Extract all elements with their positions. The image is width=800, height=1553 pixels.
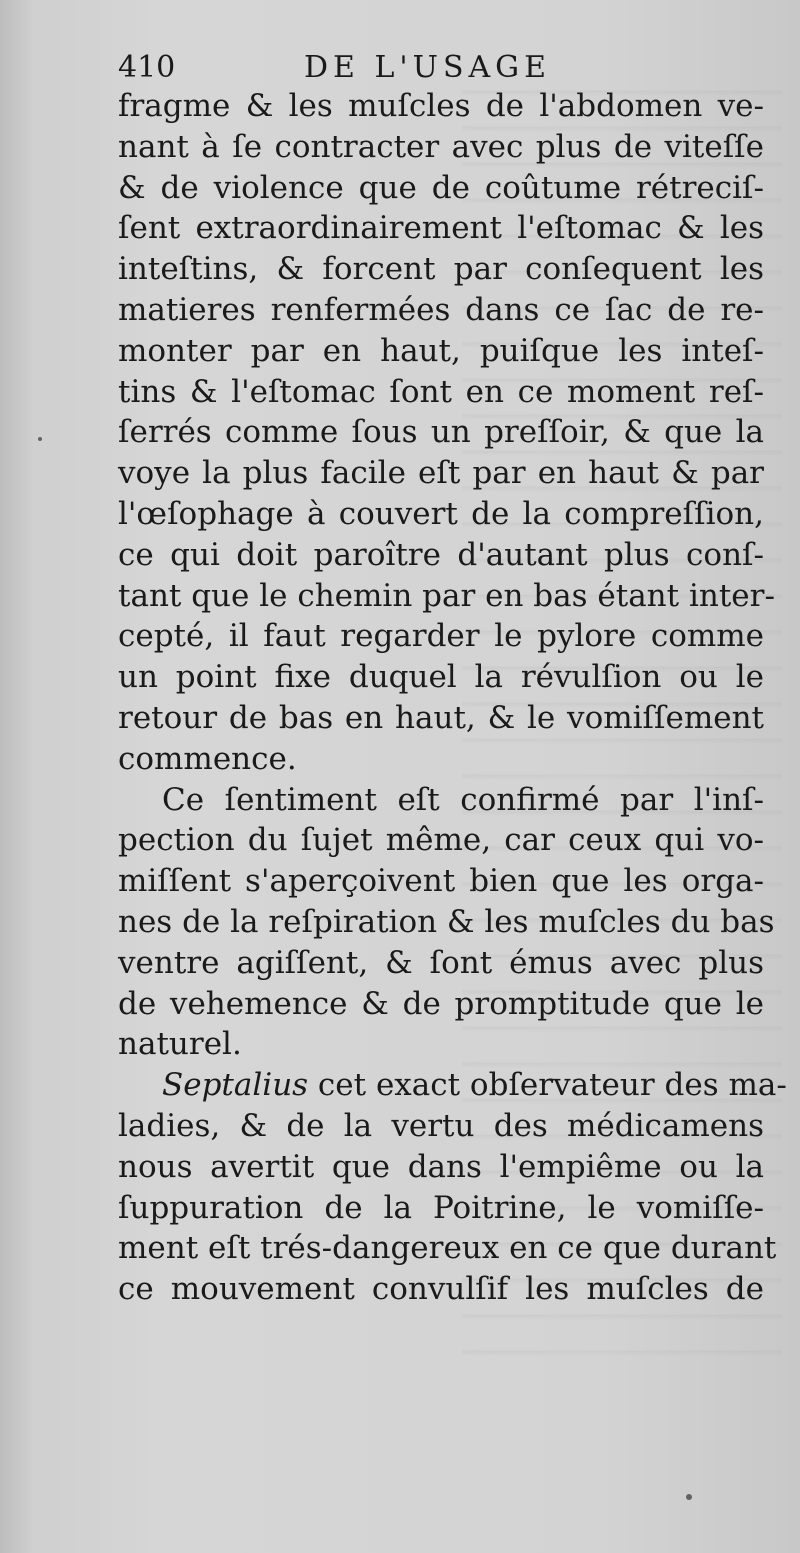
text-line: commence.	[118, 740, 297, 777]
italic-name: Septalius	[162, 1067, 309, 1104]
text-line: nant à ſe contracter avec plus de viteſſe	[118, 128, 764, 165]
text-line: ladies, & de la vertu des médicamens	[118, 1107, 764, 1144]
ink-speck	[686, 1494, 692, 1500]
text-line: ſent extraordinairement l'eſtomac & les	[118, 210, 764, 247]
text-line: un point fixe duquel la révulſion ou le	[118, 659, 764, 696]
text-line: ventre agiſſent, & ſont émus avec plus	[118, 944, 764, 981]
text-line: ce mouvement convulſif les muſcles de	[118, 1271, 764, 1308]
text-fragment: cet exact obſervateur des ma-	[308, 1067, 787, 1104]
text-line: de vehemence & de promptitude que le	[118, 985, 764, 1022]
text-line: tins & l'eſtomac ſont en ce moment reſ-	[118, 373, 764, 410]
text-line: fragme & les muſcles de l'abdomen ve-	[118, 88, 764, 124]
page-number: 410	[118, 50, 176, 85]
text-line: naturel.	[118, 1026, 242, 1063]
text-line: ſerrés comme ſous un preſſoir, & que la	[118, 414, 764, 451]
ink-speck	[38, 437, 42, 441]
text-line: & de violence que de coûtume rétreciſ-	[118, 169, 764, 206]
text-line: ce qui doit paroître d'autant plus conſ-	[118, 536, 764, 573]
text-line: Ce ſentiment eſt confirmé par l'inſ-	[162, 781, 764, 818]
text-line	[118, 1065, 787, 1106]
body-text	[118, 86, 787, 1310]
running-head: DE L'USAGE	[304, 50, 552, 85]
text-line: nous avertit que dans l'empiême ou la	[118, 1148, 764, 1185]
text-line: tant que le chemin par en bas étant inter-	[118, 577, 775, 614]
text-line: matieres renfermées dans ce ſac de re-	[118, 291, 764, 328]
text-line: cepté, il faut regarder le pylore comme	[118, 618, 764, 655]
text-line: pection du ſujet même, car ceux qui vo-	[118, 822, 764, 859]
text-line: inteſtins, & forcent par conſequent les	[118, 251, 764, 288]
text-line: l'œſophage à couvert de la compreſſion,	[118, 495, 764, 532]
text-line: ment eſt trés-dangereux en ce que durant	[118, 1230, 777, 1267]
text-line: voye la plus facile eſt par en haut & par	[118, 455, 764, 492]
page-header	[118, 48, 758, 88]
text-line: ſuppuration de la Poitrine, le vomiſſe-	[118, 1189, 764, 1226]
text-line: nes de la reſpiration & les muſcles du bas	[118, 903, 775, 940]
text-line: monter par en haut, puiſque les inteſ-	[118, 332, 764, 369]
text-line: retour de bas en haut, & le vomiſſement	[118, 699, 764, 736]
text-line: miſſent s'aperçoivent bien que les orga-	[118, 863, 764, 900]
